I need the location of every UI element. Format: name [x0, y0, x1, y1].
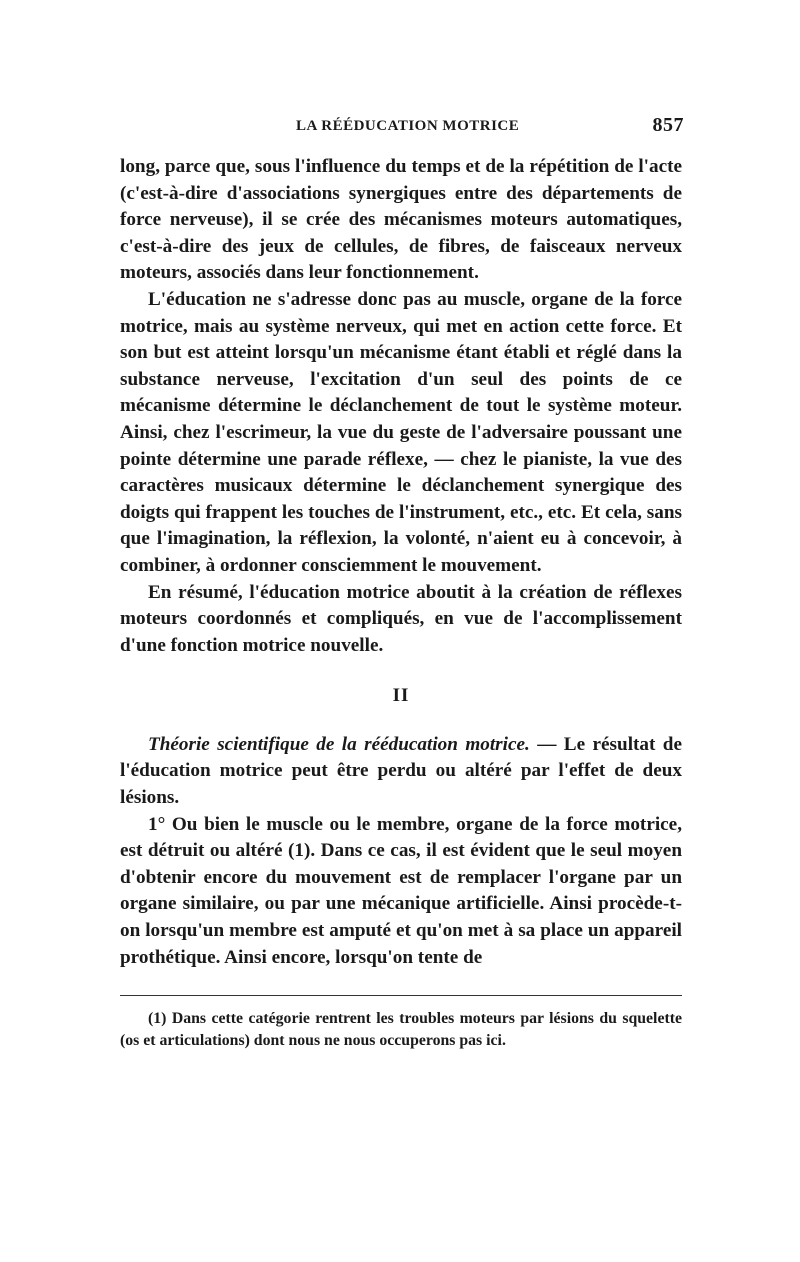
- section-number: II: [392, 685, 410, 707]
- paragraph-resume: En résumé, l'éducation motrice aboutit à la création de réflexes moteurs coordonnés et compliqués, en vue de l'accomplissement d'une fonction motrice nouvelle.: [120, 581, 682, 656]
- paragraph-education-nerveuse: L'éducation ne s'adresse donc pas au muscle, organe de la force motrice, mais au système nerveux, qui met en action cette force. Et son but est atteint lorsqu'un mécanisme étant établi et réglé dans la substance nerveuse, l'excitation d'un seul des points de ce mécanisme détermine le déclanchement de tout le système moteur. Ainsi, chez l'escrimeur, la vue du geste de l'adversaire poussant une pointe détermine une parade réflexe, — chez le pianiste, la vue des caractères musicaux détermine le déclanchement synergique des doigts qui frappent les touches de l'instrument, etc., etc. Et cela, sans que l'imagination, la réflexion, la volonté, n'aient eu à concevoir, à combiner, à ordonner consciemment le mouvement.: [120, 288, 682, 576]
- running-title: LA RÉÉDUCATION MOTRICE: [296, 118, 520, 134]
- body-text: [120, 154, 682, 971]
- section-heading-paragraph: [120, 732, 682, 812]
- paragraph-continuation: long, parce que, sous l'influence du temps et de la répétition de l'acte (c'est-à-dire d'associations synergiques entre des départements de force nerveuse), il se crée des mécanismes moteurs automatiques, c'est-à-dire des jeux de cellules, de fibres, de faisceaux nerveux moteurs, associés dans leur fonctionnement.: [120, 156, 682, 284]
- book-page: [120, 112, 682, 1052]
- section-heading: Théorie scientifique de la rééducation motrice.: [148, 733, 530, 755]
- footnote: (1) Dans cette catégorie rentrent les troubles moteurs par lésions du squelette (os et articulations) dont nous ne nous occuperons pas ici.: [120, 1010, 682, 1050]
- page-number: 857: [652, 114, 684, 136]
- section-heading-continuation: — Le résultat de l'éducation motrice peut être perdu ou altéré par l'effet de deux lésions.: [120, 733, 682, 809]
- running-head: [120, 112, 682, 142]
- paragraph-first-lesion: 1° Ou bien le muscle ou le membre, organe de la force motrice, est détruit ou altéré (1). Dans ce cas, il est évident que le seul moyen d'obtenir encore du mouvement est de remplacer l'organe par un organe similaire, ou par une mécanique artificielle. Ainsi procède-t-on lorsqu'un membre est amputé et qu'on met à sa place un appareil prothétique. Ainsi encore, lorsqu'on tente de: [120, 813, 682, 968]
- footnote-rule: [120, 995, 682, 996]
